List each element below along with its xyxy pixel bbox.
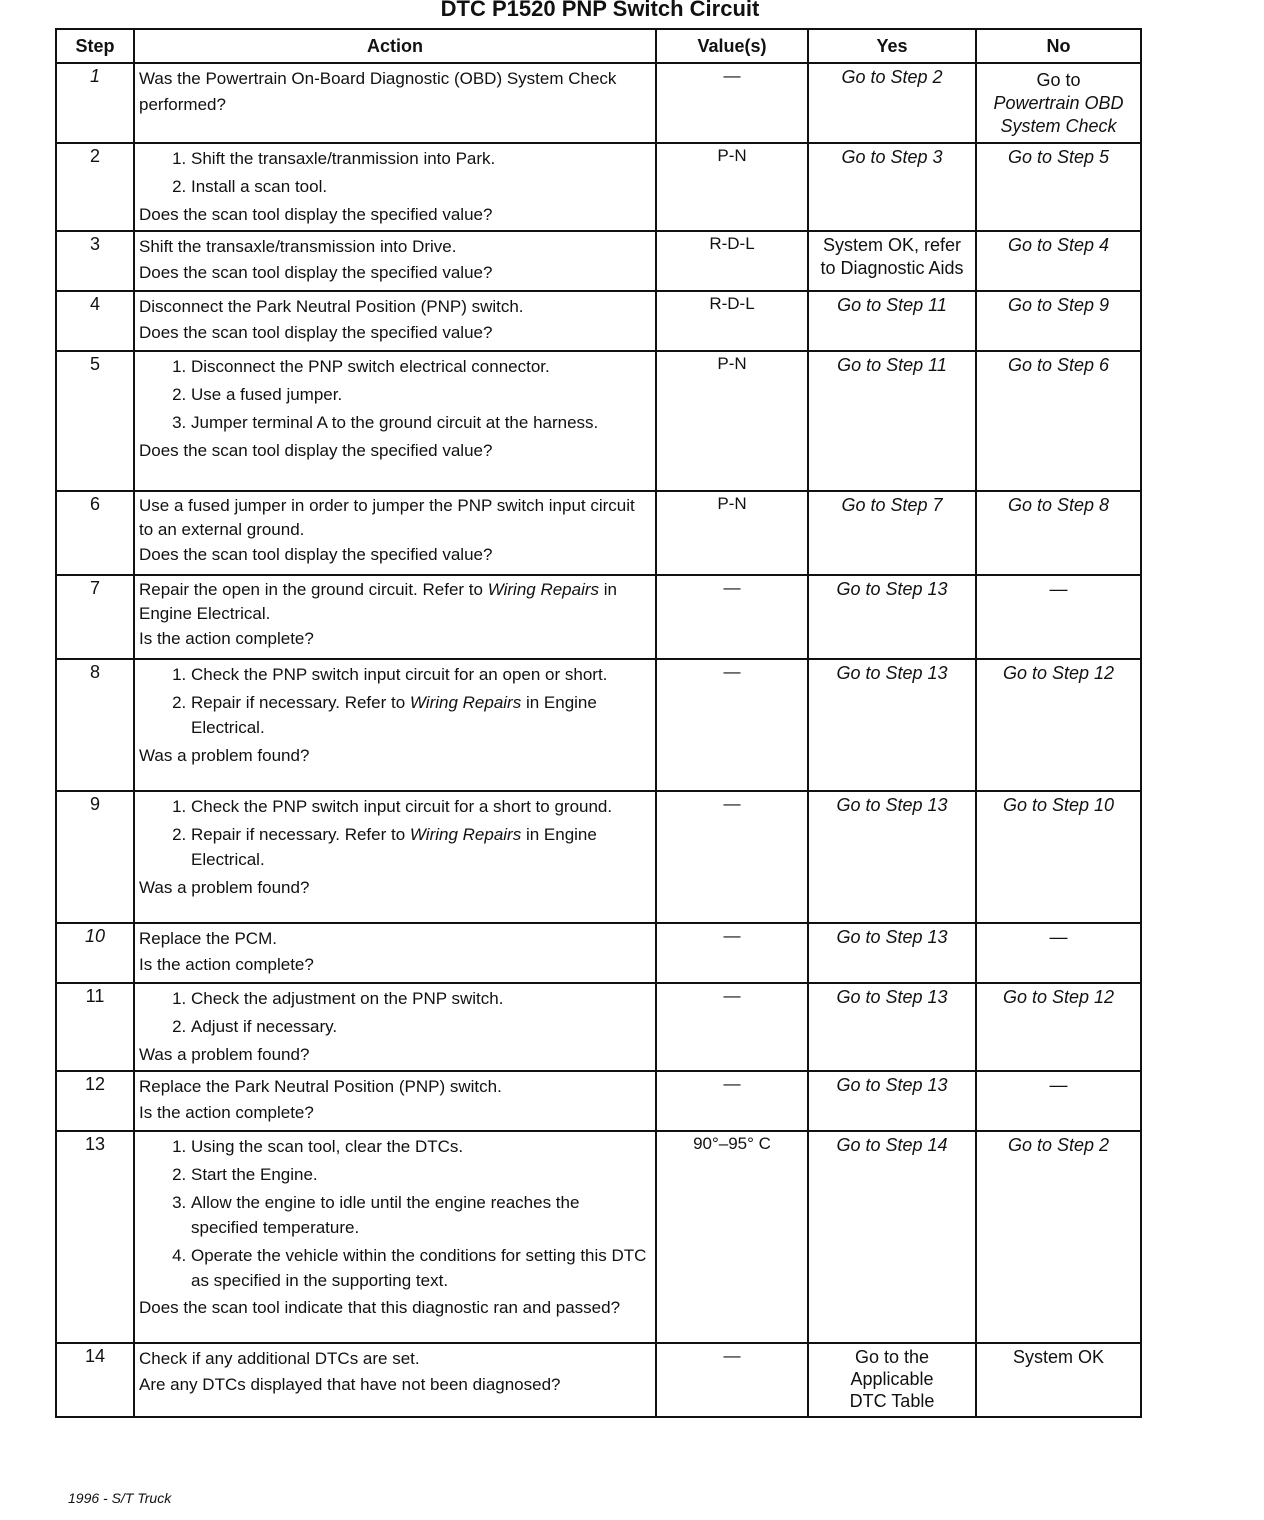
action-item: 1. Disconnect the PNP switch electrical connector.	[191, 354, 651, 379]
action-text: Replace the PCM.	[139, 929, 277, 948]
action-cell	[134, 491, 656, 575]
yes-cell: Go to Step 7	[808, 491, 976, 575]
action-text: Check if any additional DTCs are set.	[139, 1349, 420, 1368]
action-question: Does the scan tool display the specified value?	[139, 205, 493, 224]
wiring-repairs-reference: Wiring Repairs	[409, 825, 522, 844]
yes-line: Go to the	[854, 1347, 930, 1367]
action-cell	[134, 791, 656, 923]
action-text: Shift the transaxle/transmission into Drive.	[139, 237, 457, 256]
step-number: 5	[56, 351, 134, 491]
action-text: Was the Powertrain On-Board Diagnostic (OBD) System Check performed?	[139, 69, 617, 114]
table-row	[56, 1131, 1141, 1343]
no-cell: —	[976, 1071, 1141, 1131]
yes-line: Applicable	[850, 1369, 934, 1389]
value-cell: —	[656, 791, 808, 923]
yes-cell: Go to Step 13	[808, 1071, 976, 1131]
action-question: Does the scan tool display the specified value?	[139, 545, 493, 564]
yes-cell	[808, 1343, 976, 1417]
action-question: Does the scan tool display the specified value?	[139, 441, 493, 460]
action-text: Use a fused jumper in order to jumper the PNP switch input circuit to an external ground.	[139, 496, 635, 539]
table-row	[56, 983, 1141, 1071]
value-cell: P-N	[656, 491, 808, 575]
action-cell	[134, 1343, 656, 1417]
action-item	[191, 690, 651, 740]
no-cell: Go to Step 12	[976, 983, 1141, 1071]
yes-cell: Go to Step 11	[808, 351, 976, 491]
step-number: 10	[56, 923, 134, 983]
action-text-part: Repair the open in the ground circuit. Refer to	[139, 580, 488, 599]
no-cell: Go to Step 8	[976, 491, 1141, 575]
action-cell	[134, 983, 656, 1071]
header-no: No	[976, 29, 1141, 63]
table-row	[56, 575, 1141, 659]
action-item: 3. Jumper terminal A to the ground circuit at the harness.	[191, 410, 651, 435]
value-cell: 90°–95° C	[656, 1131, 808, 1343]
action-text: Replace the Park Neutral Position (PNP) switch.	[139, 1077, 502, 1096]
action-question: Does the scan tool indicate that this diagnostic ran and passed?	[139, 1298, 621, 1317]
header-row	[56, 29, 1141, 63]
action-text-part: Repair if necessary. Refer to	[191, 825, 410, 844]
action-item: 1. Using the scan tool, clear the DTCs.	[191, 1134, 651, 1159]
action-cell	[134, 1071, 656, 1131]
value-cell: —	[656, 983, 808, 1071]
action-question: Is the action complete?	[139, 629, 314, 648]
yes-cell: Go to Step 13	[808, 923, 976, 983]
action-question: Is the action complete?	[139, 1103, 314, 1122]
yes-cell: Go to Step 13	[808, 659, 976, 791]
table-row	[56, 63, 1141, 143]
action-cell	[134, 351, 656, 491]
yes-cell: Go to Step 13	[808, 983, 976, 1071]
no-cell: System OK	[976, 1343, 1141, 1417]
yes-cell: Go to Step 3	[808, 143, 976, 231]
table-row	[56, 659, 1141, 791]
value-cell: P-N	[656, 143, 808, 231]
table-row	[56, 231, 1141, 291]
action-question: Does the scan tool display the specified value?	[139, 263, 493, 282]
action-item: 1. Shift the transaxle/tranmission into Park.	[191, 146, 651, 171]
no-cell	[976, 63, 1141, 143]
step-number: 14	[56, 1343, 134, 1417]
action-cell	[134, 1131, 656, 1343]
action-item: 2. Install a scan tool.	[191, 174, 651, 199]
step-number: 4	[56, 291, 134, 351]
value-cell: —	[656, 1343, 808, 1417]
no-cell: —	[976, 575, 1141, 659]
step-number: 7	[56, 575, 134, 659]
action-question: Does the scan tool display the specified value?	[139, 323, 493, 342]
no-cell: Go to Step 5	[976, 143, 1141, 231]
value-cell: —	[656, 659, 808, 791]
step-number: 12	[56, 1071, 134, 1131]
action-item: 4. Operate the vehicle within the conditions for setting this DTC as specified in the supporting text.	[191, 1243, 651, 1293]
action-cell	[134, 291, 656, 351]
diagnostic-table	[55, 28, 1142, 1418]
action-cell	[134, 659, 656, 791]
no-cell: Go to Step 10	[976, 791, 1141, 923]
action-item: 2. Use a fused jumper.	[191, 382, 651, 407]
action-cell	[134, 575, 656, 659]
action-item: 2. Adjust if necessary.	[191, 1014, 651, 1039]
step-number: 8	[56, 659, 134, 791]
action-text-part: in Engine Electrical.	[191, 693, 597, 737]
yes-cell: Go to Step 11	[808, 291, 976, 351]
action-text-part: in Engine Electrical.	[191, 825, 597, 869]
no-cell: Go to Step 4	[976, 231, 1141, 291]
value-cell: —	[656, 923, 808, 983]
step-number: 9	[56, 791, 134, 923]
header-yes: Yes	[808, 29, 976, 63]
action-text-part: Repair if necessary. Refer to	[191, 693, 410, 712]
header-step: Step	[56, 29, 134, 63]
table-row	[56, 791, 1141, 923]
yes-line: System OK, refer	[822, 235, 962, 255]
action-question: Is the action complete?	[139, 955, 314, 974]
action-question: Are any DTCs displayed that have not been diagnosed?	[139, 1375, 561, 1394]
step-number: 6	[56, 491, 134, 575]
step-number: 13	[56, 1131, 134, 1343]
value-cell: R-D-L	[656, 231, 808, 291]
page-title: DTC P1520 PNP Switch Circuit	[440, 0, 760, 21]
action-text-part: in Engine Electrical.	[139, 580, 617, 623]
action-item: 1. Check the adjustment on the PNP switch.	[191, 986, 651, 1011]
yes-cell: Go to Step 13	[808, 575, 976, 659]
table-row	[56, 143, 1141, 231]
yes-cell	[808, 231, 976, 291]
step-number: 11	[56, 983, 134, 1071]
action-cell	[134, 923, 656, 983]
action-question: Was a problem found?	[139, 1045, 310, 1064]
action-question: Was a problem found?	[139, 746, 310, 765]
no-line: Powertrain OBD	[993, 92, 1124, 113]
action-text: Disconnect the Park Neutral Position (PNP) switch.	[139, 297, 524, 316]
yes-cell: Go to Step 14	[808, 1131, 976, 1343]
table-row	[56, 491, 1141, 575]
wiring-repairs-reference: Wiring Repairs	[487, 580, 600, 599]
table-row	[56, 351, 1141, 491]
wiring-repairs-reference: Wiring Repairs	[409, 693, 522, 712]
step-number: 2	[56, 143, 134, 231]
action-item	[191, 822, 651, 872]
action-cell	[134, 63, 656, 143]
page-footer: 1996 - S/T Truck	[68, 1490, 172, 1506]
action-item: 2. Start the Engine.	[191, 1162, 651, 1187]
step-number: 3	[56, 231, 134, 291]
header-action: Action	[134, 29, 656, 63]
action-cell	[134, 143, 656, 231]
value-cell: —	[656, 575, 808, 659]
action-cell	[134, 231, 656, 291]
value-cell: R-D-L	[656, 291, 808, 351]
yes-cell: Go to Step 13	[808, 791, 976, 923]
table-row	[56, 1071, 1141, 1131]
no-cell: Go to Step 9	[976, 291, 1141, 351]
table-row	[56, 291, 1141, 351]
step-number: 1	[56, 63, 134, 143]
header-values: Value(s)	[656, 29, 808, 63]
yes-cell: Go to Step 2	[808, 63, 976, 143]
no-line: Go to	[1036, 69, 1081, 90]
yes-line: DTC Table	[849, 1391, 935, 1411]
table-row	[56, 1343, 1141, 1417]
value-cell: —	[656, 63, 808, 143]
action-item: 1. Check the PNP switch input circuit for a short to ground.	[191, 794, 651, 819]
value-cell: P-N	[656, 351, 808, 491]
action-question: Was a problem found?	[139, 878, 310, 897]
action-item: 1. Check the PNP switch input circuit for an open or short.	[191, 662, 651, 687]
no-cell: Go to Step 2	[976, 1131, 1141, 1343]
no-cell: Go to Step 12	[976, 659, 1141, 791]
yes-line: to Diagnostic Aids	[820, 258, 964, 278]
table-row	[56, 923, 1141, 983]
no-cell: —	[976, 923, 1141, 983]
action-text	[139, 578, 651, 626]
no-line: System Check	[1000, 115, 1117, 136]
no-cell: Go to Step 6	[976, 351, 1141, 491]
value-cell: —	[656, 1071, 808, 1131]
action-item: 3. Allow the engine to idle until the engine reaches the specified temperature.	[191, 1190, 651, 1240]
